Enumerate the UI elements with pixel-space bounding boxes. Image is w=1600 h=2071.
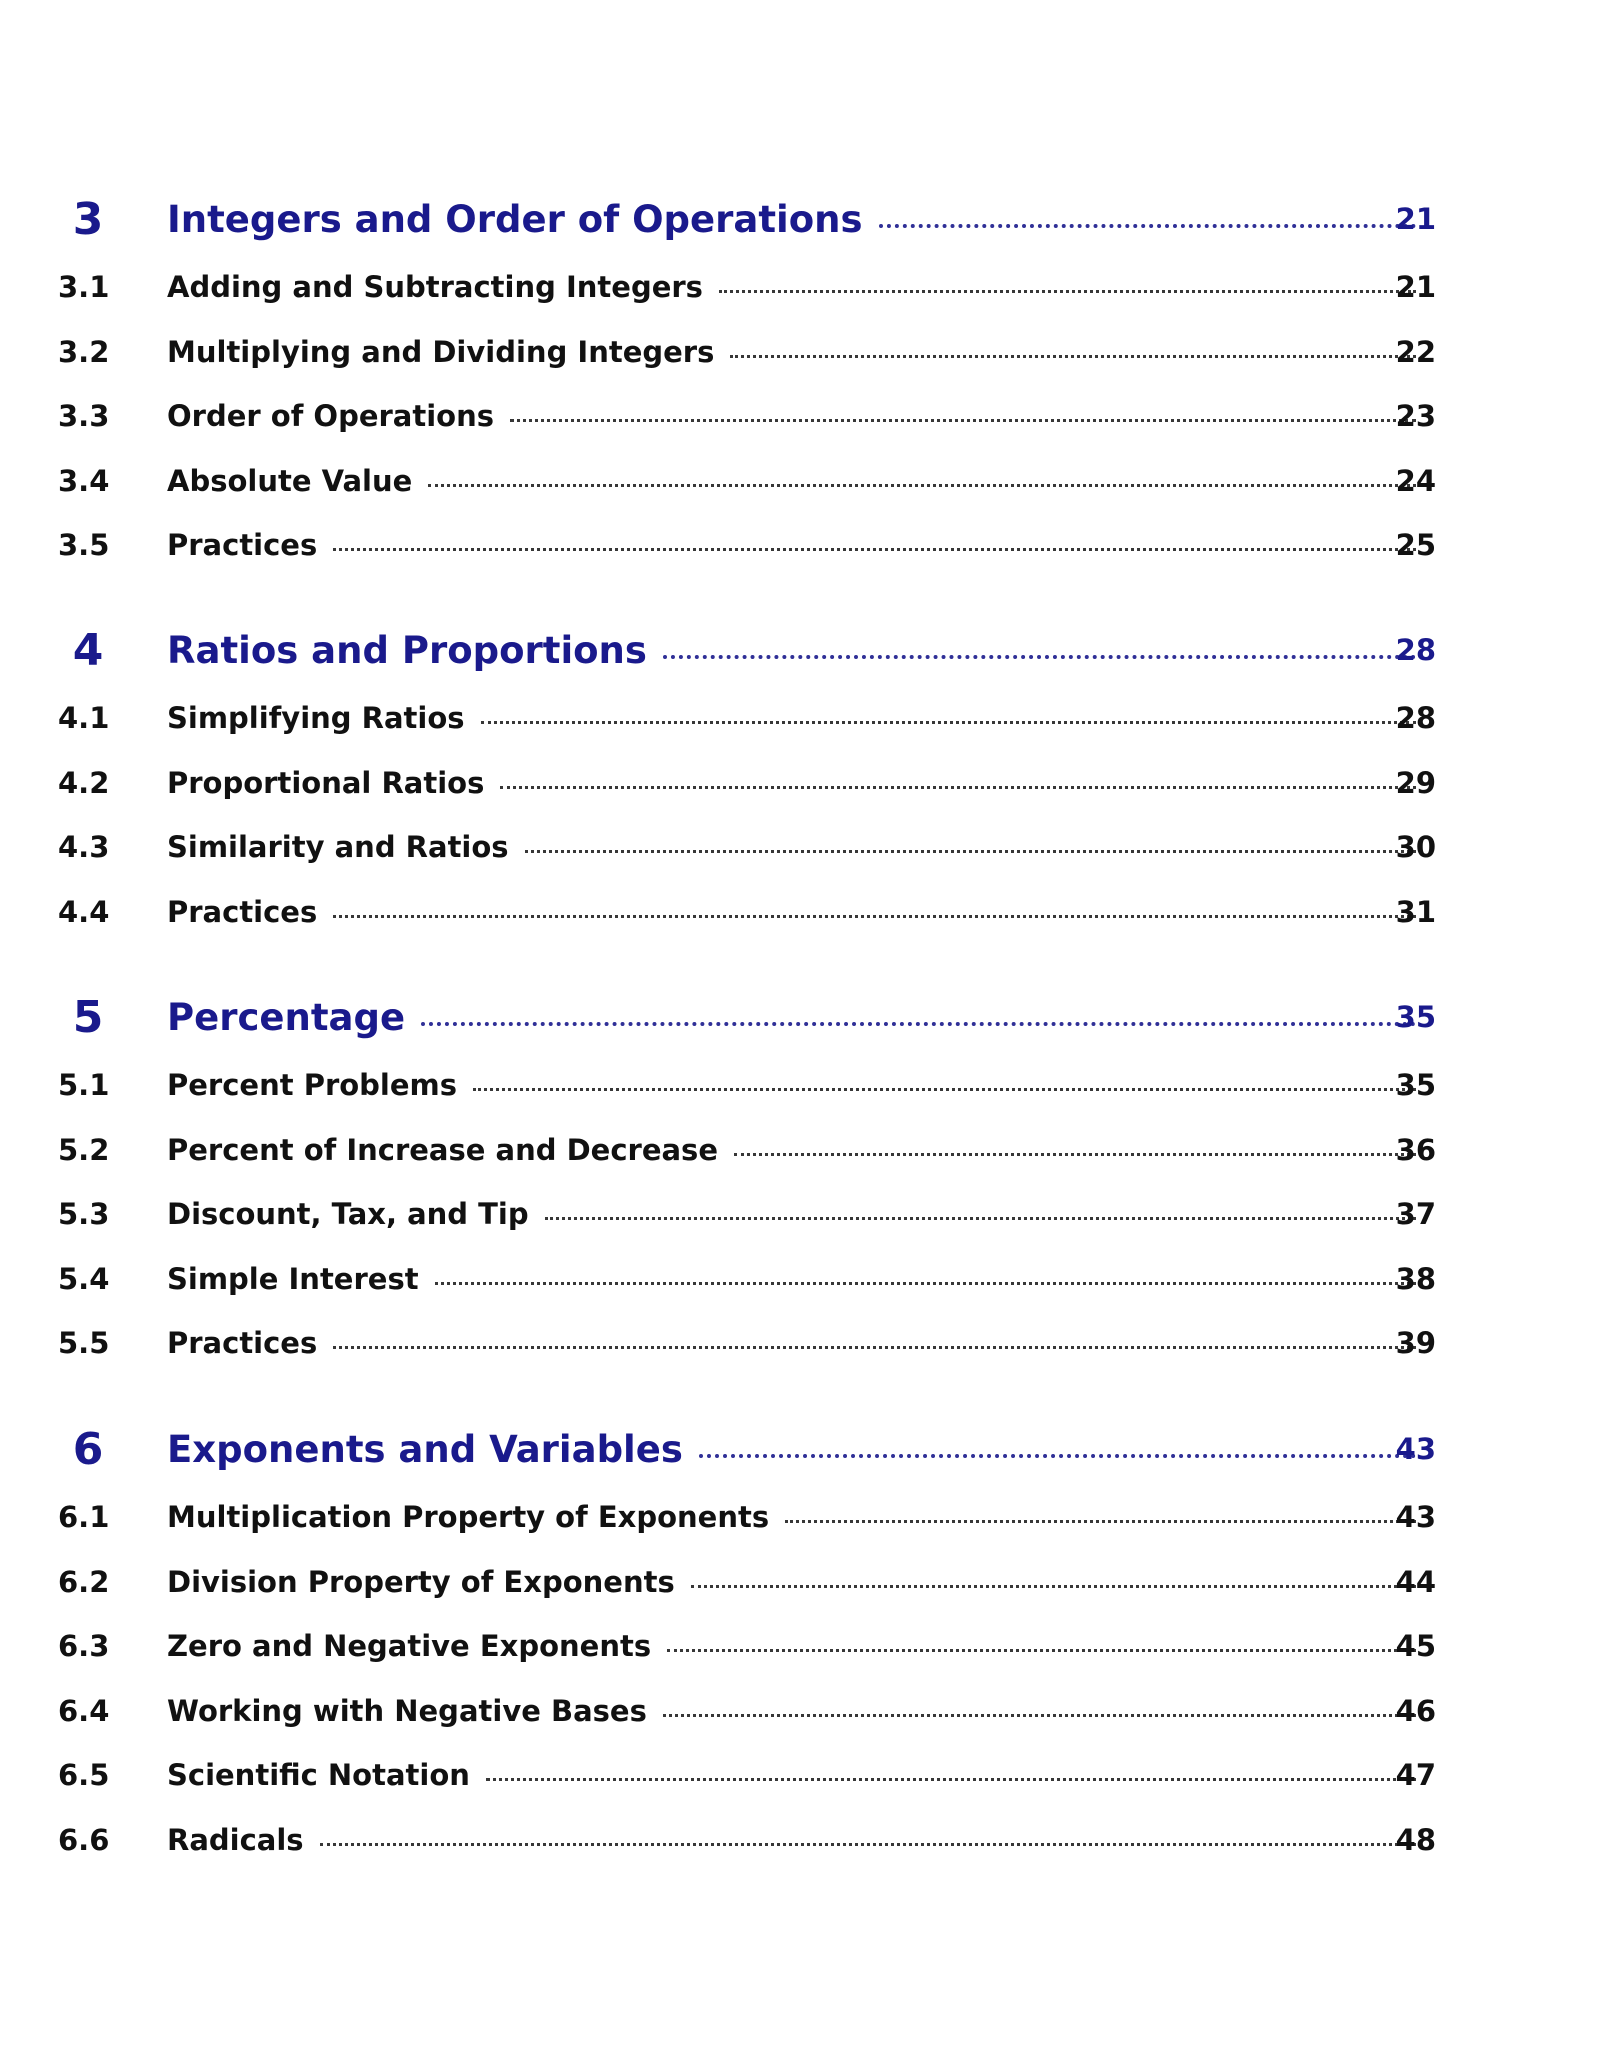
chapter-title-row — [167, 1428, 1436, 1471]
section-entry[interactable] — [0, 686, 1600, 751]
section-page-number[interactable]: 48 — [1395, 1822, 1436, 1857]
section-number: 5.1 — [58, 1068, 110, 1103]
section-title[interactable]: Proportional Ratios — [167, 765, 485, 800]
section-title[interactable]: Order of Operations — [167, 399, 495, 434]
dot-leader — [500, 780, 1416, 789]
chapter-page-number[interactable]: 43 — [1395, 1432, 1436, 1466]
toc-chapter — [0, 981, 1600, 1376]
section-entry[interactable] — [0, 1053, 1600, 1118]
section-page-number[interactable]: 36 — [1395, 1132, 1436, 1167]
dot-leader — [730, 349, 1416, 358]
section-entry[interactable] — [0, 320, 1600, 385]
section-entry[interactable] — [0, 1182, 1600, 1247]
section-page-number[interactable]: 25 — [1395, 528, 1436, 563]
section-number: 3.3 — [58, 399, 110, 434]
section-title[interactable]: Percent Problems — [167, 1068, 458, 1103]
section-title-row — [167, 1500, 1436, 1534]
chapter-title-row — [167, 198, 1436, 241]
section-number: 6.5 — [58, 1758, 110, 1793]
section-number: 6.4 — [58, 1693, 110, 1728]
section-page-number[interactable]: 28 — [1395, 701, 1436, 736]
dot-leader — [486, 1772, 1416, 1781]
section-title[interactable]: Adding and Subtracting Integers — [167, 270, 703, 305]
dot-leader — [699, 1448, 1416, 1458]
section-title[interactable]: Percent of Increase and Decrease — [167, 1132, 718, 1167]
section-title-row — [167, 895, 1436, 929]
dot-leader — [333, 542, 1416, 551]
section-number: 4.3 — [58, 830, 110, 865]
section-entry[interactable] — [0, 751, 1600, 816]
section-entry[interactable] — [0, 1485, 1600, 1550]
chapter-title[interactable]: Percentage — [167, 995, 406, 1039]
chapter-title[interactable]: Integers and Order of Operations — [167, 197, 863, 241]
dot-leader — [421, 1016, 1416, 1026]
section-entry[interactable] — [0, 1743, 1600, 1808]
section-entry[interactable] — [0, 255, 1600, 320]
section-number: 5.4 — [58, 1261, 110, 1296]
dot-leader — [663, 649, 1416, 659]
section-number: 3.2 — [58, 334, 110, 369]
dot-leader — [525, 844, 1416, 853]
section-number: 3.4 — [58, 463, 110, 498]
section-title-row — [167, 1823, 1436, 1857]
section-title-row — [167, 464, 1436, 498]
section-entry[interactable] — [0, 1311, 1600, 1376]
section-number: 5.2 — [58, 1132, 110, 1167]
section-title[interactable]: Scientific Notation — [167, 1758, 470, 1793]
dot-leader — [785, 1514, 1416, 1523]
dot-leader — [879, 218, 1416, 228]
section-number: 6.6 — [58, 1822, 110, 1857]
section-number: 6.2 — [58, 1564, 110, 1599]
section-title[interactable]: Practices — [167, 894, 318, 929]
section-title[interactable]: Simplifying Ratios — [167, 701, 465, 736]
section-number: 4.4 — [58, 894, 110, 929]
section-title[interactable]: Multiplying and Dividing Integers — [167, 334, 715, 369]
section-number: 3.1 — [58, 270, 110, 305]
chapter-number: 5 — [72, 991, 104, 1043]
chapter-number: 3 — [72, 193, 104, 245]
section-page-number[interactable]: 22 — [1395, 334, 1436, 369]
dot-leader — [435, 1276, 1416, 1285]
section-title-row — [167, 270, 1436, 304]
toc-chapter — [0, 614, 1600, 944]
section-number: 3.5 — [58, 528, 110, 563]
section-page-number[interactable]: 24 — [1395, 463, 1436, 498]
chapter-entry[interactable] — [0, 183, 1600, 255]
dot-leader — [473, 1082, 1416, 1091]
section-title[interactable]: Discount, Tax, and Tip — [167, 1197, 529, 1232]
section-title-row — [167, 1068, 1436, 1102]
section-title-row — [167, 1197, 1436, 1231]
chapter-title-row — [167, 996, 1436, 1039]
section-entry[interactable] — [0, 880, 1600, 945]
dot-leader — [428, 478, 1416, 487]
section-entry[interactable] — [0, 1118, 1600, 1183]
section-entry[interactable] — [0, 1247, 1600, 1312]
section-entry[interactable] — [0, 449, 1600, 514]
dot-leader — [333, 909, 1416, 918]
section-title[interactable]: Radicals — [167, 1822, 304, 1857]
section-entry[interactable] — [0, 513, 1600, 578]
section-number: 6.1 — [58, 1500, 110, 1535]
section-title-row — [167, 830, 1436, 864]
dot-leader — [545, 1211, 1416, 1220]
section-title-row — [167, 1758, 1436, 1792]
chapter-page-number[interactable]: 35 — [1395, 1000, 1436, 1034]
section-page-number[interactable]: 21 — [1395, 270, 1436, 305]
dot-leader — [333, 1340, 1416, 1349]
section-page-number[interactable]: 39 — [1395, 1326, 1436, 1361]
chapter-title[interactable]: Exponents and Variables — [167, 1427, 683, 1471]
section-title-row — [167, 1565, 1436, 1599]
section-entry[interactable] — [0, 1808, 1600, 1873]
section-title[interactable]: Zero and Negative Exponents — [167, 1629, 652, 1664]
section-page-number[interactable]: 44 — [1395, 1564, 1436, 1599]
section-title-row — [167, 701, 1436, 735]
dot-leader — [719, 284, 1416, 293]
section-title[interactable]: Practices — [167, 528, 318, 563]
section-page-number[interactable]: 29 — [1395, 765, 1436, 800]
section-title[interactable]: Multiplication Property of Exponents — [167, 1500, 770, 1535]
chapter-entry[interactable] — [0, 614, 1600, 686]
section-entry[interactable] — [0, 1614, 1600, 1679]
section-number: 5.5 — [58, 1326, 110, 1361]
toc-chapter — [0, 1413, 1600, 1872]
section-title[interactable]: Working with Negative Bases — [167, 1693, 647, 1728]
section-title-row — [167, 1133, 1436, 1167]
dot-leader — [510, 413, 1416, 422]
section-title[interactable]: Similarity and Ratios — [167, 830, 509, 865]
section-title[interactable]: Division Property of Exponents — [167, 1564, 675, 1599]
section-title[interactable]: Practices — [167, 1326, 318, 1361]
section-entry[interactable] — [0, 815, 1600, 880]
section-number: 5.3 — [58, 1197, 110, 1232]
dot-leader — [481, 715, 1416, 724]
chapter-page-number[interactable]: 21 — [1395, 202, 1436, 236]
section-title-row — [167, 399, 1436, 433]
toc-chapter — [0, 183, 1600, 578]
section-page-number[interactable]: 30 — [1395, 830, 1436, 865]
section-number: 6.3 — [58, 1629, 110, 1664]
section-title[interactable]: Simple Interest — [167, 1261, 419, 1296]
section-title-row — [167, 528, 1436, 562]
section-page-number[interactable]: 35 — [1395, 1068, 1436, 1103]
chapter-title[interactable]: Ratios and Proportions — [167, 628, 647, 672]
chapter-entry[interactable] — [0, 1413, 1600, 1485]
section-title-row — [167, 1694, 1436, 1728]
section-number: 4.2 — [58, 765, 110, 800]
dot-leader — [734, 1147, 1416, 1156]
section-page-number[interactable]: 46 — [1395, 1693, 1436, 1728]
dot-leader — [691, 1579, 1416, 1588]
section-number: 4.1 — [58, 701, 110, 736]
section-page-number[interactable]: 23 — [1395, 399, 1436, 434]
section-title-row — [167, 1629, 1436, 1663]
section-title-row — [167, 335, 1436, 369]
section-page-number[interactable]: 47 — [1395, 1758, 1436, 1793]
dot-leader — [663, 1708, 1416, 1717]
section-page-number[interactable]: 43 — [1395, 1500, 1436, 1535]
section-entry[interactable] — [0, 384, 1600, 449]
section-page-number[interactable]: 31 — [1395, 894, 1436, 929]
section-title-row — [167, 766, 1436, 800]
chapter-entry[interactable] — [0, 981, 1600, 1053]
chapter-title-row — [167, 629, 1436, 672]
section-page-number[interactable]: 37 — [1395, 1197, 1436, 1232]
dot-leader — [320, 1837, 1416, 1846]
section-title-row — [167, 1262, 1436, 1296]
section-title[interactable]: Absolute Value — [167, 463, 413, 498]
section-entry[interactable] — [0, 1550, 1600, 1615]
section-page-number[interactable]: 38 — [1395, 1261, 1436, 1296]
section-title-row — [167, 1326, 1436, 1360]
chapter-page-number[interactable]: 28 — [1395, 633, 1436, 667]
section-page-number[interactable]: 45 — [1395, 1629, 1436, 1664]
dot-leader — [667, 1643, 1416, 1652]
chapter-number: 4 — [72, 624, 104, 676]
section-entry[interactable] — [0, 1679, 1600, 1744]
chapter-number: 6 — [72, 1423, 104, 1475]
